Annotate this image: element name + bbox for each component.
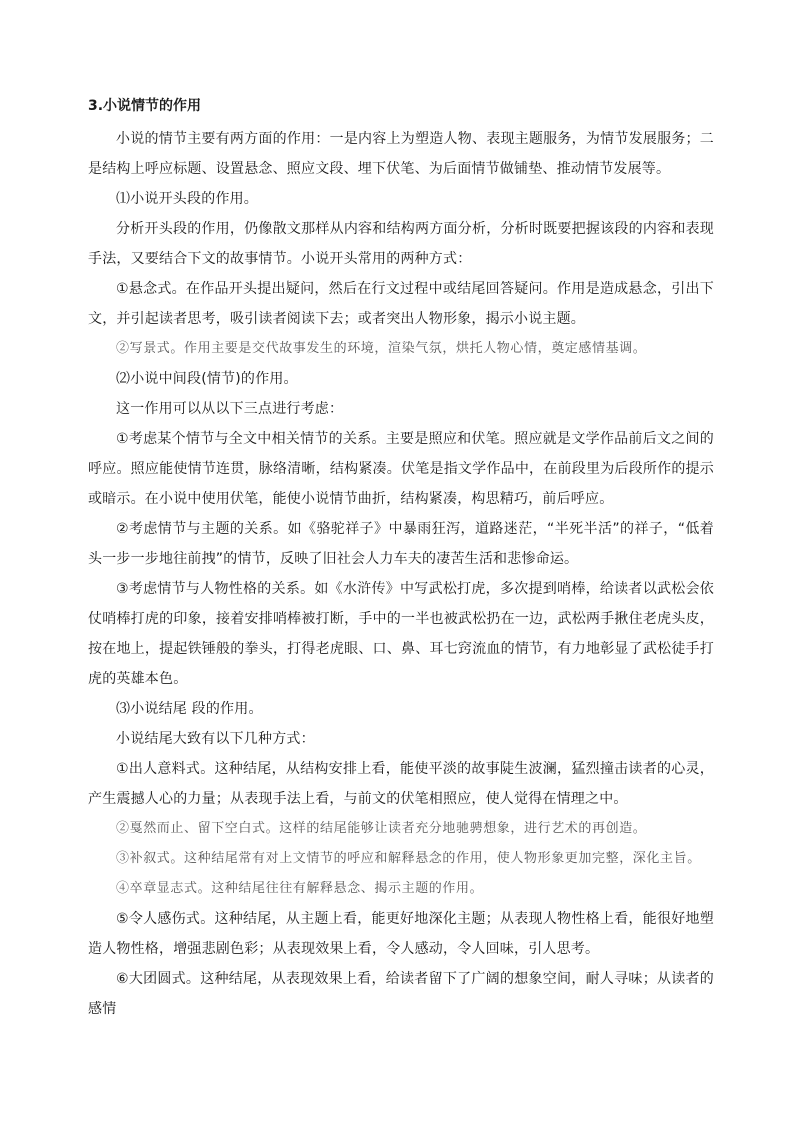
paragraph: ②写景式。作用主要是交代故事发生的环境，渲染气氛，烘托人物心情，奠定感情基调。 — [116, 341, 647, 356]
paragraph: 分析开头段的作用，仍像散文那样从内容和结构两方面分析，分析时既要把握该段的内容和表现手法，又要结合下文的故事情节。小说开头常用的两种方式： — [88, 221, 714, 267]
body-text — [88, 124, 714, 1024]
paragraph: ⑥大团圆式。这种结尾，从表现效果上看，给读者留下了广阔的想象空间，耐人寻味；从读者的感情 — [88, 971, 714, 1017]
paragraph: 小说结尾大致有以下几种方式： — [116, 731, 315, 747]
paragraph: ⑵小说中间段(情节)的作用。 — [116, 371, 298, 387]
paragraph: ①悬念式。在作品开头提出疑问，然后在行文过程中或结尾回答疑问。作用是造成悬念，引出下文，并引起读者思考，吸引读者阅读下去；或者突出人物形象，揭示小说主题。 — [88, 281, 714, 327]
paragraph: ③补叙式。这种结尾常有对上文情节的呼应和解释悬念的作用，使人物形象更加完整，深化主旨。 — [116, 851, 701, 866]
paragraph: 这一作用可以从以下三点进行考虑： — [116, 401, 344, 417]
section-heading: 3.小说情节的作用 — [88, 98, 202, 114]
paragraph: ④卒章显志式。这种结尾往往有解释悬念、揭示主题的作用。 — [116, 881, 484, 896]
paragraph: 小说的情节主要有两方面的作用：一是内容上为塑造人物、表现主题服务，为情节发展服务；二是结构上呼应标题、设置悬念、照应文段、埋下伏笔、为后面情节做铺垫、推动情节发展等。 — [88, 131, 714, 177]
paragraph: ①考虑某个情节与全文中相关情节的关系。主要是照应和伏笔。照应就是文学作品前后文之间的呼应。照应能使情节连贯，脉络清晰，结构紧凑。伏笔是指文学作品中，在前段里为后段所作的提示或暗示。在小说中使用伏笔，能使小说情节曲折，结构紧凑，构思精巧，前后呼应。 — [88, 431, 714, 507]
paragraph: ①出人意料式。这种结尾，从结构安排上看，能使平淡的故事陡生波澜，猛烈撞击读者的心灵，产生震撼人心的力量；从表现手法上看，与前文的伏笔相照应，使人觉得在情理之中。 — [88, 761, 714, 807]
paragraph: ⑴小说开头段的作用。 — [116, 191, 258, 207]
paragraph: ②考虑情节与主题的关系。如《骆驼祥子》中暴雨狂泻，道路迷茫，“半死半活”的祥子，“低着头一步一步地往前拽”的情节，反映了旧社会人力车夫的凄苦生活和悲惨命运。 — [88, 521, 714, 567]
paragraph: ⑤令人感伤式。这种结尾，从主题上看，能更好地深化主题；从表现人物性格上看，能很好地塑造人物性格，增强悲剧色彩；从表现效果上看，令人感动，令人回味，引人思考。 — [88, 911, 714, 957]
paragraph: ③考虑情节与人物性格的关系。如《水浒传》中写武松打虎，多次提到哨棒，给读者以武松会依仗哨棒打虎的印象，接着安排哨棒被打断，手中的一半也被武松扔在一边，武松两手揪住老虎头皮，按在地上，提起铁锤般的拳头，打得老虎眼、口、鼻、耳七窍流血的情节，有力地彰显了武松徒手打虎的英雄本色。 — [88, 581, 714, 687]
paragraph: ②戛然而止、留下空白式。这样的结尾能够让读者充分地驰骋想象，进行艺术的再创造。 — [116, 821, 647, 836]
paragraph: ⑶小说结尾 段的作用。 — [116, 701, 263, 717]
